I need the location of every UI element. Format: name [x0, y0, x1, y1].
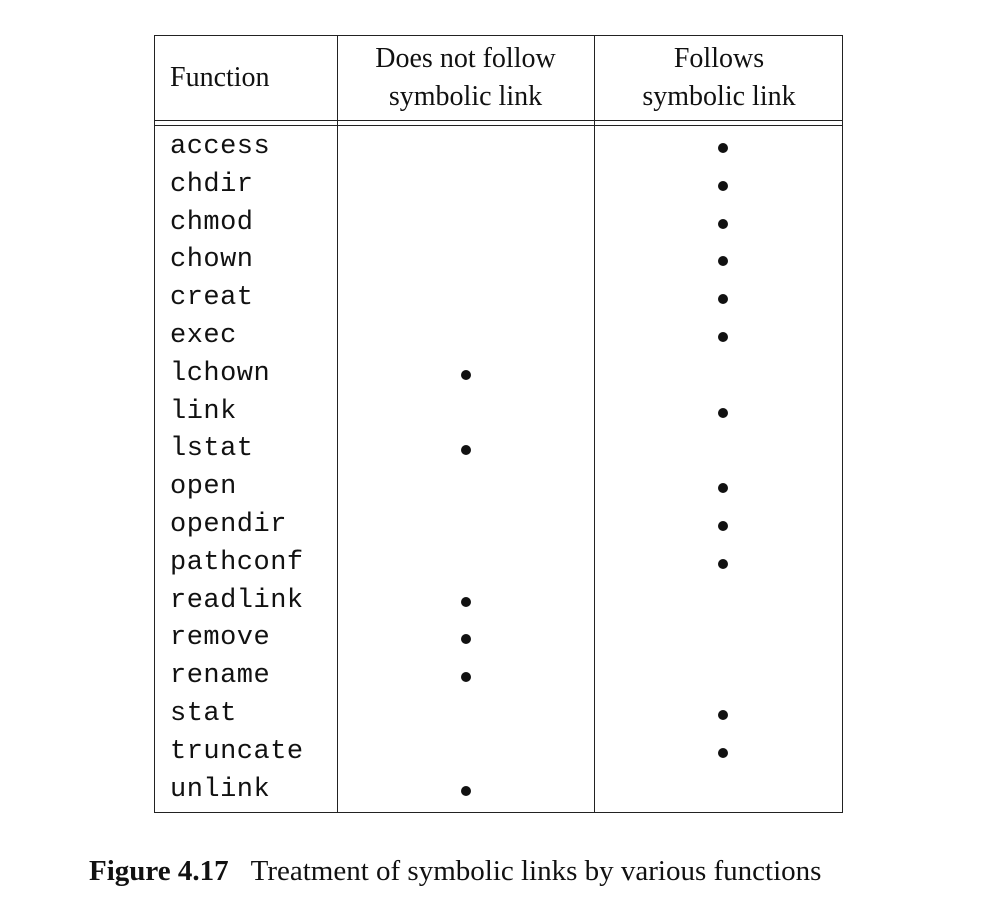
table-row	[155, 318, 842, 356]
caption-label: Figure 4.17	[89, 855, 229, 887]
table-body	[155, 129, 842, 809]
table-row	[155, 129, 842, 167]
does-not-follow-bullet	[461, 597, 471, 607]
table-row	[155, 356, 842, 394]
table-row	[155, 394, 842, 432]
function-name: unlink	[170, 774, 271, 805]
does-not-follow-bullet	[461, 634, 471, 644]
follows-bullet	[718, 748, 728, 758]
function-name: truncate	[170, 736, 304, 767]
function-name: chdir	[170, 169, 254, 200]
function-name: remove	[170, 623, 271, 654]
table-row	[155, 734, 842, 772]
header-does-not-follow	[337, 36, 594, 120]
function-name: exec	[170, 320, 237, 351]
table-row	[155, 469, 842, 507]
follows-bullet	[718, 483, 728, 493]
does-not-follow-bullet	[461, 672, 471, 682]
header-function-label: Function	[170, 62, 270, 93]
header-does-not-follow-line1: Does not follow	[375, 43, 556, 74]
symlink-treatment-table	[154, 35, 843, 813]
function-name: link	[170, 396, 237, 427]
follows-bullet	[718, 408, 728, 418]
function-name: opendir	[170, 509, 287, 540]
follows-bullet	[718, 332, 728, 342]
function-name: rename	[170, 661, 271, 692]
follows-bullet	[718, 256, 728, 266]
header-does-not-follow-line2: symbolic link	[388, 81, 543, 112]
follows-bullet	[718, 559, 728, 569]
function-name: access	[170, 132, 271, 162]
does-not-follow-bullet	[461, 445, 471, 455]
function-name: chown	[170, 245, 254, 276]
function-name: creat	[170, 283, 254, 314]
follows-bullet	[718, 710, 728, 720]
header-function	[155, 36, 337, 120]
table-row	[155, 696, 842, 734]
header-rule	[155, 120, 842, 121]
function-name: chmod	[170, 207, 254, 238]
function-name: lstat	[170, 434, 254, 465]
caption-text: Treatment of symbolic links by various functions	[250, 855, 822, 887]
table-row	[155, 583, 842, 621]
table-row	[155, 658, 842, 696]
does-not-follow-bullet	[461, 786, 471, 796]
function-name: pathconf	[170, 547, 304, 578]
table-row	[155, 620, 842, 658]
header-rule	[155, 125, 842, 126]
follows-bullet	[718, 219, 728, 229]
follows-bullet	[718, 143, 728, 153]
table-row	[155, 507, 842, 545]
does-not-follow-bullet	[461, 370, 471, 380]
function-name: lchown	[170, 358, 271, 389]
function-name: open	[170, 472, 237, 503]
table-row	[155, 242, 842, 280]
function-name: readlink	[170, 585, 304, 616]
table-row	[155, 431, 842, 469]
header-follows-line1: Follows	[673, 43, 765, 74]
follows-bullet	[718, 294, 728, 304]
header-follows	[594, 36, 844, 120]
table-row	[155, 772, 842, 810]
function-name: stat	[170, 698, 237, 729]
table-row	[155, 167, 842, 205]
table-row	[155, 545, 842, 583]
follows-bullet	[718, 521, 728, 531]
table-row	[155, 205, 842, 243]
figure-caption	[89, 851, 821, 891]
header-follows-line2: symbolic link	[642, 81, 796, 112]
follows-bullet	[718, 181, 728, 191]
table-row	[155, 280, 842, 318]
